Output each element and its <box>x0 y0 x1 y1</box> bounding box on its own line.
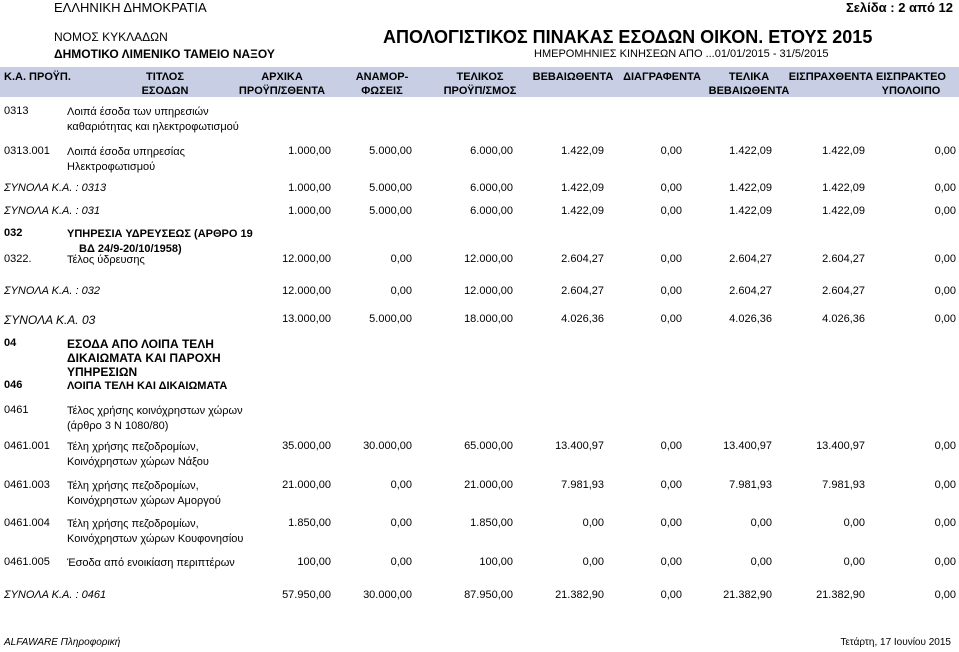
row-code: 0461.004 <box>4 517 50 529</box>
row-value: 0,00 <box>934 589 956 601</box>
prefecture-label: ΝΟΜΟΣ ΚΥΚΛΑΔΩΝ <box>54 30 168 44</box>
row-title-line: ΔΙΚΑΙΩΜΑΤΑ ΚΑΙ ΠΑΡΟΧΗ <box>67 351 221 365</box>
row-value: 30.000,00 <box>363 589 412 601</box>
row-value: 1.422,09 <box>729 182 772 194</box>
row-code: ΣΥΝΟΛΑ Κ.Α. : 0313 <box>4 182 107 194</box>
row-value: 0,00 <box>934 313 956 325</box>
row-value: 12.000,00 <box>464 285 513 297</box>
row-title <box>67 479 221 509</box>
row-title-line: Ηλεκτροφωτισμού <box>67 161 156 173</box>
row-value: 1.000,00 <box>288 145 331 157</box>
row-value: 21.382,90 <box>555 589 604 601</box>
row-value: 18.000,00 <box>464 313 513 325</box>
row-code: 046 <box>4 379 23 391</box>
row-code: 0461.005 <box>4 556 50 568</box>
column-header-line: ΒΕΒΑΙΩΘΕΝΤΑ <box>532 71 614 83</box>
row-value: 2.604,27 <box>822 253 865 265</box>
row-value: 0,00 <box>390 285 412 297</box>
row-value: 1.422,09 <box>822 145 865 157</box>
row-value: 0,00 <box>660 517 682 529</box>
row-title <box>67 517 243 547</box>
row-value: 0,00 <box>660 285 682 297</box>
column-header-line: ΤΕΛΙΚΑ <box>728 71 770 83</box>
row-value: 6.000,00 <box>470 182 513 194</box>
column-header-line: ΕΙΣΠΡΑΚΤΕΟ <box>876 71 946 83</box>
row-code: 0322. <box>4 253 32 265</box>
row-value: 1.850,00 <box>470 517 513 529</box>
row-value: 1.422,09 <box>561 205 604 217</box>
row-value: 0,00 <box>843 556 865 568</box>
row-value: 1.422,09 <box>822 205 865 217</box>
row-title-line: Τέλη χρήσης πεζοδρομίων, <box>67 441 199 453</box>
row-value: 12.000,00 <box>282 285 331 297</box>
row-value: 0,00 <box>660 205 682 217</box>
row-value: 1.422,09 <box>561 145 604 157</box>
column-header-line: ΤΕΛΙΚΟΣ <box>456 71 504 83</box>
row-code: 04 <box>4 337 17 349</box>
row-title <box>67 145 185 175</box>
row-value: 2.604,27 <box>729 253 772 265</box>
row-value: 0,00 <box>390 253 412 265</box>
row-value: 4.026,36 <box>561 313 604 325</box>
row-title <box>67 556 235 571</box>
row-value: 35.000,00 <box>282 440 331 452</box>
row-title-line: Τέλος χρήσης κοινόχρηστων χώρων <box>67 405 243 417</box>
row-title-line: (άρθρο 3 Ν 1080/80) <box>67 420 169 432</box>
row-value: 0,00 <box>843 517 865 529</box>
row-value: 0,00 <box>660 145 682 157</box>
page-indicator: Σελίδα : 2 από 12 <box>845 0 953 15</box>
row-value: 57.950,00 <box>282 589 331 601</box>
row-value: 1.422,09 <box>822 182 865 194</box>
row-title <box>67 105 239 135</box>
row-value: 0,00 <box>934 479 956 491</box>
row-title-line: ΥΠΗΡΕΣΙΑ ΥΔΡΕΥΣΕΩΣ (ΑΡΘΡΟ 19 <box>67 228 253 240</box>
column-header-line: ΑΡΧΙΚΑ <box>261 71 303 83</box>
column-header-3 <box>332 70 432 98</box>
column-header-line: ΠΡΟΫΠ/ΣΜΟΣ <box>443 85 517 97</box>
row-title <box>67 337 221 379</box>
row-value: 0,00 <box>750 556 772 568</box>
row-value: 0,00 <box>660 313 682 325</box>
row-value: 0,00 <box>390 517 412 529</box>
row-value: 1.000,00 <box>288 182 331 194</box>
column-header-line: Κ.Α. ΠΡΟΫΠ. <box>4 71 71 83</box>
row-title-line: Έσοδα από ενοικίαση περιπτέρων <box>67 557 235 569</box>
row-value: 0,00 <box>934 253 956 265</box>
column-header-line: ΑΝΑΜΟΡ- <box>355 71 409 83</box>
row-value: 0,00 <box>660 589 682 601</box>
row-value: 21.000,00 <box>464 479 513 491</box>
column-header-line <box>4 84 74 98</box>
row-code: ΣΥΝΟΛΑ Κ.Α. : 0461 <box>4 589 107 601</box>
row-code: 0313.001 <box>4 145 50 157</box>
row-value: 0,00 <box>934 285 956 297</box>
row-value: 0,00 <box>934 205 956 217</box>
column-header-line: ΕΙΣΠΡΑΧΘΕΝΤΑ <box>788 71 874 83</box>
row-value: 12.000,00 <box>282 253 331 265</box>
footer-date: Τετάρτη, 17 Ιουνίου 2015 <box>840 637 951 648</box>
row-value: 1.422,09 <box>729 145 772 157</box>
row-value: 0,00 <box>660 440 682 452</box>
column-header-2 <box>232 70 332 98</box>
row-value: 12.000,00 <box>464 253 513 265</box>
row-value: 0,00 <box>934 182 956 194</box>
row-title <box>67 253 145 268</box>
column-header-line: ΤΙΤΛΟΣ <box>146 71 184 83</box>
row-value: 7.981,93 <box>822 479 865 491</box>
row-title-line: ΒΔ 24/9-20/10/1958) <box>79 243 182 255</box>
row-title <box>67 440 209 470</box>
row-title-line: ΕΣΟΔΑ ΑΠΟ ΛΟΙΠΑ ΤΕΛΗ <box>67 337 214 351</box>
row-value: 2.604,27 <box>822 285 865 297</box>
row-code: 0313 <box>4 105 29 117</box>
row-value: 65.000,00 <box>464 440 513 452</box>
row-value: 0,00 <box>750 517 772 529</box>
row-value: 7.981,93 <box>729 479 772 491</box>
row-value: 6.000,00 <box>470 145 513 157</box>
row-value: 0,00 <box>934 556 956 568</box>
column-header-9 <box>866 70 956 98</box>
row-value: 0,00 <box>660 182 682 194</box>
row-value: 13.400,97 <box>723 440 772 452</box>
row-value: 0,00 <box>660 556 682 568</box>
row-code: ΣΥΝΟΛΑ Κ.Α. : 032 <box>4 285 100 297</box>
row-value: 0,00 <box>582 556 604 568</box>
row-value: 21.382,90 <box>816 589 865 601</box>
row-value: 13.000,00 <box>282 313 331 325</box>
row-value: 2.604,27 <box>561 253 604 265</box>
row-value: 0,00 <box>660 479 682 491</box>
row-value: 0,00 <box>390 479 412 491</box>
row-value: 0,00 <box>934 517 956 529</box>
row-title-line: Κοινόχρηστων χώρων Κουφονησίου <box>67 533 244 545</box>
row-code: 032 <box>4 227 23 239</box>
row-value: 0,00 <box>934 440 956 452</box>
row-value: 5.000,00 <box>369 145 412 157</box>
row-value: 1.422,09 <box>729 205 772 217</box>
row-title-line: Τέλη χρήσης πεζοδρομίων, <box>67 480 199 492</box>
row-title <box>67 404 243 434</box>
row-value: 5.000,00 <box>369 182 412 194</box>
row-value: 5.000,00 <box>369 313 412 325</box>
row-title-line: Κοινόχρηστων χώρων Νάξου <box>67 456 209 468</box>
row-value: 100,00 <box>297 556 331 568</box>
republic-label: ΕΛΛΗΝΙΚΗ ΔΗΜΟΚΡΑΤΙΑ <box>54 0 207 15</box>
row-value: 0,00 <box>660 253 682 265</box>
row-value: 13.400,97 <box>816 440 865 452</box>
column-header-0 <box>4 70 74 98</box>
entity-label: ΔΗΜΟΤΙΚΟ ΛΙΜΕΝΙΚΟ ΤΑΜΕΙΟ ΝΑΞΟΥ <box>54 47 275 61</box>
row-title-line: Τέλος ύδρευσης <box>67 254 145 266</box>
row-value: 87.950,00 <box>464 589 513 601</box>
row-value: 5.000,00 <box>369 205 412 217</box>
column-header-line: ΕΣΟΔΩΝ <box>141 85 189 97</box>
row-code: 0461.003 <box>4 479 50 491</box>
row-value: 21.382,90 <box>723 589 772 601</box>
row-value: 13.400,97 <box>555 440 604 452</box>
footer-vendor: ALFAWARE Πληροφορική <box>4 637 121 648</box>
column-header-line: ΥΠΟΛΟΙΠΟ <box>881 85 941 97</box>
row-value: 4.026,36 <box>822 313 865 325</box>
row-title-line: ΥΠΗΡΕΣΙΩΝ <box>67 365 138 379</box>
row-value: 2.604,27 <box>561 285 604 297</box>
row-title-line: Λοιπά έσοδα των υπηρεσιών <box>67 106 209 118</box>
row-title-line: Λοιπά έσοδα υπηρεσίας <box>67 146 185 158</box>
row-title <box>67 379 227 394</box>
row-title-line: Τέλη χρήσης πεζοδρομίων, <box>67 518 199 530</box>
column-header-1 <box>100 70 230 98</box>
row-title-line: Κοινόχρηστων χώρων Αμοργού <box>67 495 221 507</box>
column-header-line: ΠΡΟΫΠ/ΣΘΕΝΤΑ <box>238 85 326 97</box>
row-value: 7.981,93 <box>561 479 604 491</box>
row-code: ΣΥΝΟΛΑ Κ.Α. 03 <box>4 313 96 327</box>
row-value: 2.604,27 <box>729 285 772 297</box>
row-value: 21.000,00 <box>282 479 331 491</box>
column-header-line: ΒΕΒΑΙΩΘΕΝΤΑ <box>708 85 790 97</box>
row-value: 1.000,00 <box>288 205 331 217</box>
row-value: 4.026,36 <box>729 313 772 325</box>
row-value: 30.000,00 <box>363 440 412 452</box>
row-value: 1.422,09 <box>561 182 604 194</box>
column-header-line: ΦΩΣΕΙΣ <box>361 85 403 97</box>
row-code: 0461.001 <box>4 440 50 452</box>
row-value: 1.850,00 <box>288 517 331 529</box>
row-title-line: καθαριότητας και ηλεκτροφωτισμού <box>67 121 239 133</box>
column-header-line: ΔΙΑΓΡΑΦΕΝΤΑ <box>623 71 701 83</box>
row-title-line: ΛΟΙΠΑ ΤΕΛΗ ΚΑΙ ΔΙΚΑΙΩΜΑΤΑ <box>67 380 228 392</box>
date-range: ΗΜΕΡΟΜΗΝΙΕΣ ΚΙΝΗΣΕΩΝ ΑΠΟ ...01/01/2015 - 31/5/2015 <box>534 48 829 60</box>
row-value: 0,00 <box>934 145 956 157</box>
row-code: 0461 <box>4 404 29 416</box>
row-value: 0,00 <box>582 517 604 529</box>
report-title: ΑΠΟΛΟΓΙΣΤΙΚΟΣ ΠΙΝΑΚΑΣ ΕΣΟΔΩΝ ΟΙΚΟΝ. ΕΤΟΥΣ 2015 <box>383 27 873 47</box>
row-value: 0,00 <box>390 556 412 568</box>
row-value: 6.000,00 <box>470 205 513 217</box>
row-code: ΣΥΝΟΛΑ Κ.Α. : 031 <box>4 205 100 217</box>
row-value: 100,00 <box>479 556 513 568</box>
